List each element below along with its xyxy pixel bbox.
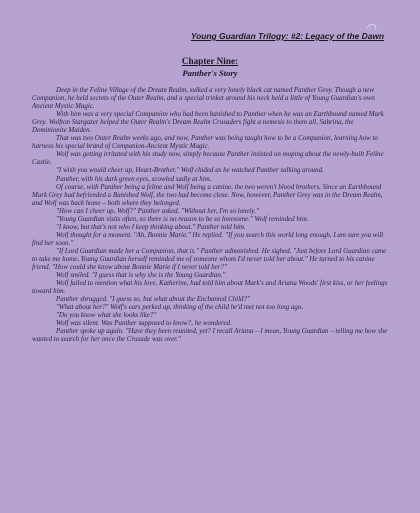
paragraph: "Do you know what she looks like?" xyxy=(56,311,157,320)
running-header: Young Guardian Trilogy: #2: Legacy of the Dawn xyxy=(190,31,384,41)
chapter-body xyxy=(32,86,388,344)
paragraph: Panther, with his dark green eyes, scowled sadly at him. xyxy=(56,174,212,183)
paragraph: Wolf failed to mention what his love, Katherine, had told him about Mark's and Ariana Woods' first kiss, or her feelings toward him. xyxy=(32,279,388,296)
paragraph: Deep in the Feline Village of the Dream Realm, sulked a very lonely black cat named Panther Grey. Though a new Companion, he held secrets of the Outer Realm, and a special trinket around his neck held a little of Young Guardian's own Ancient Mystic Magic. xyxy=(32,86,375,111)
paragraph: "What about her?" Wolf's ears perked up, thinking of the child he'd met not too long ago. xyxy=(56,303,304,312)
swirl-icon xyxy=(366,22,378,30)
paragraph: "I wish you would cheer up, Heart-Brother." Wolf chided as he watched Panther sulking around. xyxy=(56,166,324,175)
paragraph: Of course, with Panther being a feline and Wolf being a canine, the two weren't blood brothers. Since an Earthbound Mark Grey had befriended a Banished Wolf, the two had become close. Now, however, Panther Grey was in the Dream Realm, and Wolf was back home – both where they belonged. xyxy=(32,182,383,207)
paragraph: "Young Guardian visits often, so there is no reason to be so lonesome." Wolf reminded him. xyxy=(56,214,309,223)
paragraph: Wolf was getting irritated with his study now, simply because Panther insisted on moping about the newly-built Feline Castle. xyxy=(32,150,384,167)
chapter-subtitle: Panther's Story xyxy=(182,68,238,78)
paragraph: Panther spoke up again. "Have they been reunited, yet? I recall Ariana – I mean, Young Guardian – telling me how she wanted to search for her once the Crusade was over." xyxy=(32,327,388,344)
paragraph: Wolf was silent. Was Panther supposed to know?, he wondered. xyxy=(56,319,232,328)
paragraph: "If Lord Guardian made her a Companion, that is." Panther admonished. He sighed. "Just before Lord Guardian came to take me home, Young Guardian herself reminded me of someone whom I'd never told her about." He turned to his canine friend. "How could she know about Bonnie Marie if I never told her?" xyxy=(32,246,387,272)
paragraph: "How can I cheer up, Wolf?" Panther asked. "Without her, I'm so lonely." xyxy=(56,206,259,215)
paragraph: Wolf smiled. "I guess that is why she is the Young Guardian." xyxy=(56,271,226,280)
paragraph: "I know, but that's not who I keep thinking about." Panther told him. xyxy=(56,222,246,231)
chapter-title: Chapter Nine: xyxy=(181,56,239,66)
paragraph: That was two Outer Realm weeks ago, and now, Panther was being taught how to be a Companion, learning how to harness his special brand of Companion-Ancient Mystic Magic. xyxy=(32,134,378,151)
paragraph: Panther shrugged. "I guess so, but what about the Enchanted Child?" xyxy=(56,295,250,304)
paragraph: Wolf thought for a moment. "Ah, Bonnie Marie." He replied. "If you search this world long enough, I am sure you will find her soon." xyxy=(32,230,384,247)
paragraph: With him was a very special Companion who had been banished to Panther when he was an Earthbound named Mark Grey. Wolfton Stargazer helped the Outer Realm's Dream Realm Crusaders fight a nemesis to them all, Sabrina, the Dominionite Maiden. xyxy=(32,110,384,135)
